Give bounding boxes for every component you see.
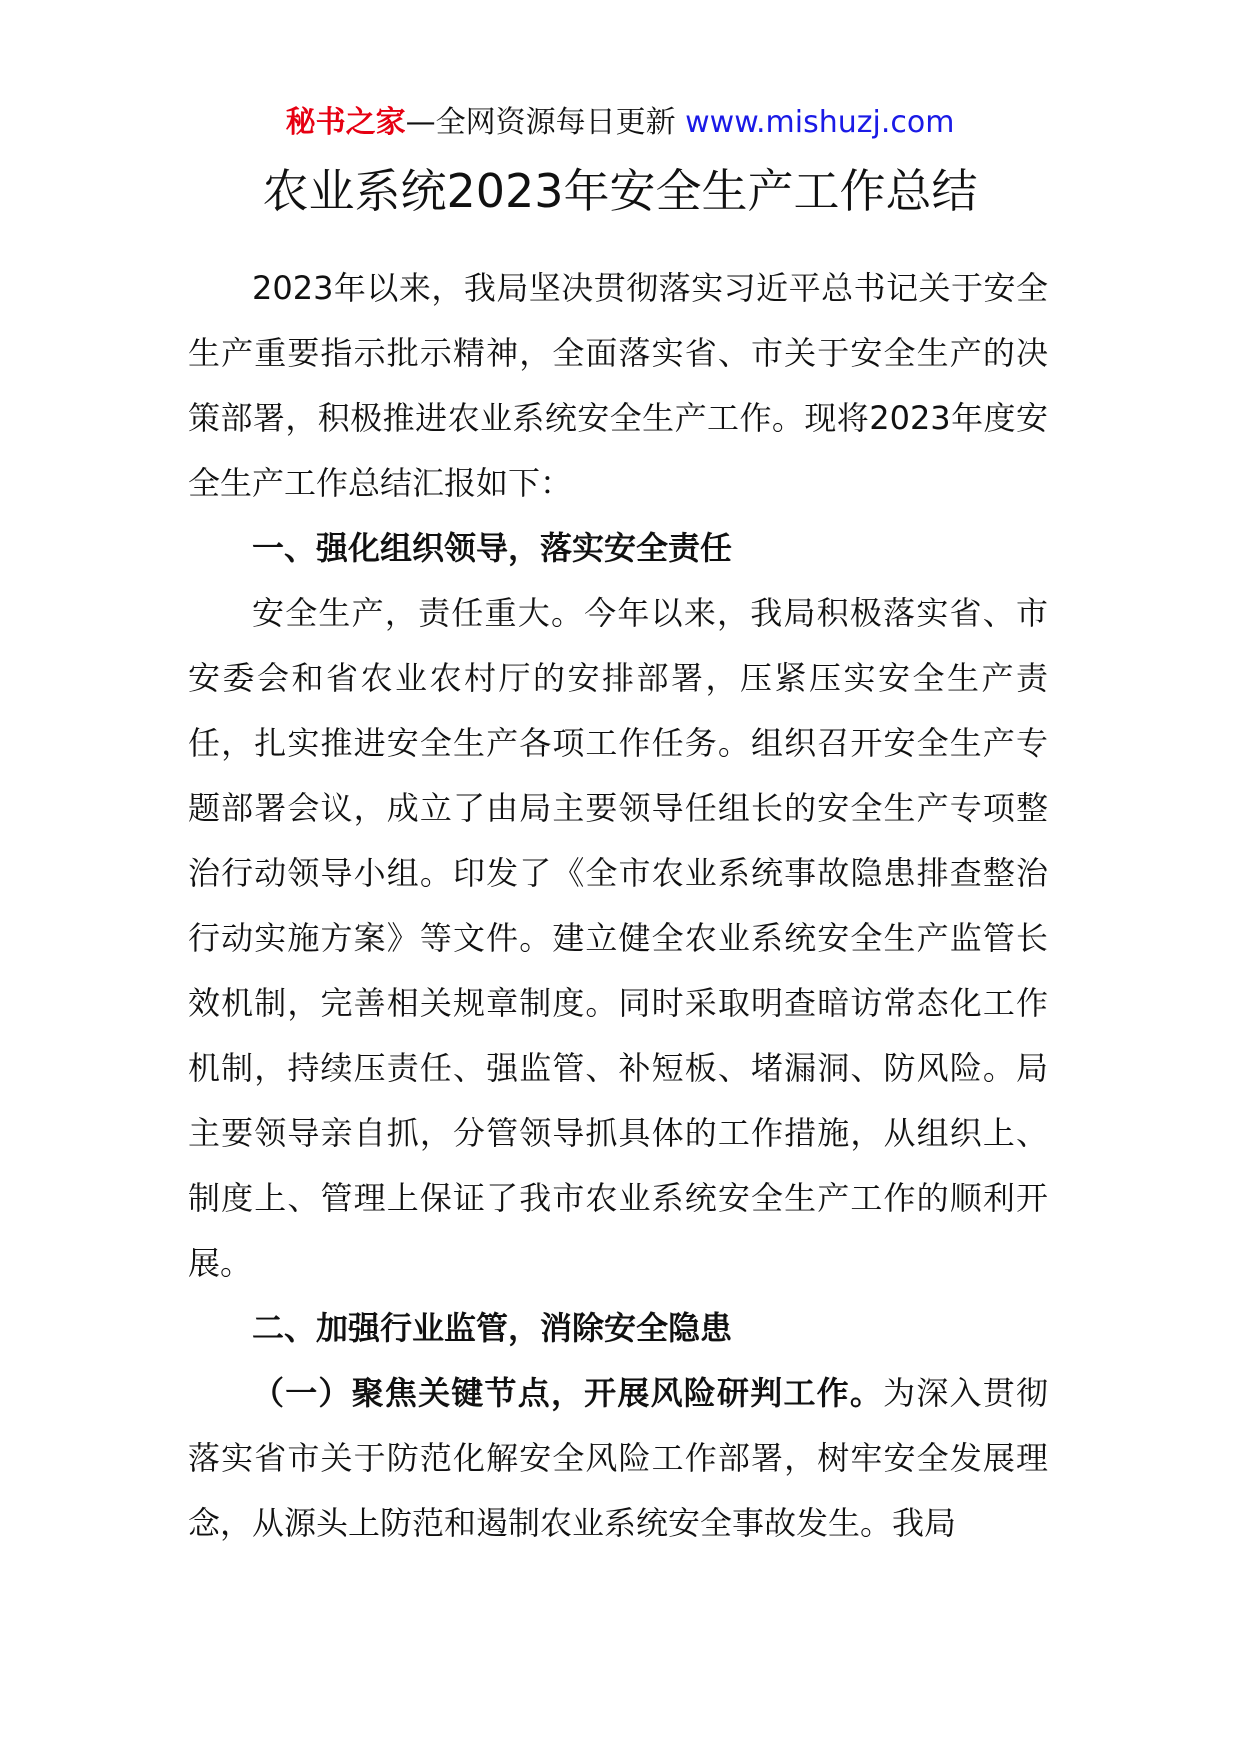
watermark-tagline: —全网资源每日更新 [405,105,676,140]
document-title: 农业系统2023年安全生产工作总结 [262,164,978,218]
section-2-sub-1-paragraph [188,1361,1048,1556]
watermark-banner [0,103,1240,143]
section-2-sub-1-lead: （一）聚焦关键节点，开展风险研判工作。 [252,1374,884,1412]
section-2-heading: 二、加强行业监管，消除安全隐患 [252,1309,733,1347]
watermark-brand: 秘书之家 [285,105,406,140]
section-1-paragraph: 安全生产，责任重大。今年以来，我局积极落实省、市安委会和省农业农村厅的安排部署，压紧压实安全生产责任，扎实推进安全生产各项工作任务。组织召开安全生产专题部署会议，成立了由局主要领导任组长的安全生产专项整治行动领导小组。印发了《全市农业系统事故隐患排查整治行动实施方案》等文件。建立健全农业系统安全生产监管长效机制，完善相关规章制度。同时采取明查暗访常态化工作机制，持续压责任、强监管、补短板、堵漏洞、防风险。局主要领导亲自抓，分管领导抓具体的工作措施，从组织上、制度上、管理上保证了我市农业系统安全生产工作的顺利开展。 [188,594,1048,1282]
intro-paragraph: 2023年以来，我局坚决贯彻落实习近平总书记关于安全生产重要指示批示精神，全面落实省、市关于安全生产的决策部署，积极推进农业系统安全生产工作。现将2023年度安全生产工作总结汇报如下： [188,269,1048,502]
section-1-heading: 一、强化组织领导，落实安全责任 [252,529,733,567]
section-2-sub-1-body: 为深入贯彻落实省市关于防范化解安全风险工作部署，树牢安全发展理念，从源头上防范和遏制农业系统安全事故发生。我局 [188,1374,1048,1542]
watermark-url: www.mishuzj.com [685,105,955,140]
document-body [188,256,1048,1556]
